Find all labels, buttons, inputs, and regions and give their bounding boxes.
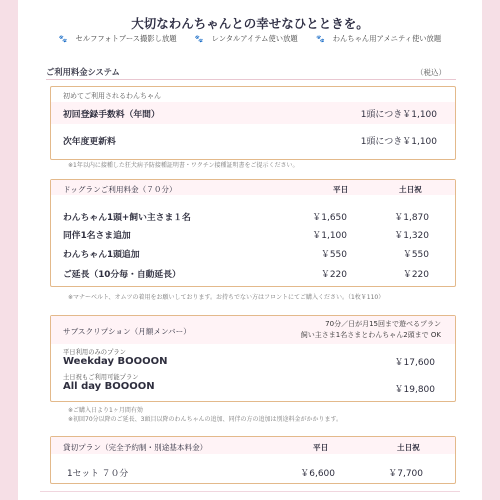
- plan-name: All day BOOOON: [63, 381, 155, 392]
- feature-item: [191, 34, 302, 43]
- registration-box: [50, 86, 456, 160]
- col-weekday: 平日: [333, 185, 349, 194]
- dogrun-row-holiday: ￥1,870: [394, 213, 429, 223]
- dogrun-row-holiday: ￥1,320: [394, 231, 429, 241]
- dogrun-row-weekday: ￥550: [320, 250, 347, 260]
- subscription-desc1: 70分／日が月15回まで遊べるプラン: [325, 320, 441, 328]
- subscription-desc2: 飼い主さま1名さまとわんちゃん2頭まで OK: [300, 331, 441, 339]
- charter-box: [50, 436, 456, 484]
- dogrun-row-holiday: ￥220: [402, 270, 429, 280]
- feature-item: [312, 34, 445, 43]
- paw-icon: 🐾: [316, 35, 325, 43]
- paw-icon: 🐾: [194, 35, 204, 43]
- dogrun-row-label: わんちゃん1頭追加: [63, 250, 140, 260]
- renewal-fee-label: 次年度更新料: [63, 137, 116, 147]
- dogrun-box: [50, 179, 456, 287]
- plan-caption: 土日祝もご利用可能プラン: [63, 374, 139, 381]
- plan-caption: 平日利用のみのプラン: [63, 349, 126, 356]
- subscription-note: ※初回70分以降のご延長、3頭目以降のわんちゃんの追加、同伴の方の追加は別途料金がかかります。: [68, 416, 343, 423]
- registration-note: ※1年以内に接種した狂犬病予防接種証明書・ワクチン接種証明書をご提示ください。: [68, 162, 299, 169]
- plan-name: Weekday BOOOON: [63, 356, 168, 367]
- dogrun-row-label: わんちゃん1頭+飼い主さま１名: [63, 213, 191, 223]
- section-heading: ご利用料金システム: [46, 67, 120, 77]
- dogrun-row-label: ご延長（10分毎・自動延長）: [63, 270, 181, 280]
- dogrun-header: ドッグランご利用料金（７０分）: [63, 185, 177, 194]
- tax-label: （税込）: [416, 68, 446, 77]
- col-holiday: 土日祝: [397, 443, 420, 452]
- dogrun-note: ※マナーベルト、オムツの着用をお願いしております。お持ちでない方はフロントにてご購入ください。（1枚￥110）: [68, 294, 385, 301]
- charter-header: 貸切プラン（完全予約制・別途基本料金）: [63, 443, 208, 452]
- dogrun-row-weekday: ￥220: [320, 270, 347, 280]
- charter-row-holiday: ￥7,700: [388, 469, 423, 479]
- col-weekday: 平日: [313, 443, 329, 452]
- divider: [46, 79, 456, 80]
- dogrun-row-label: 同伴1名さま追加: [63, 231, 131, 241]
- dogrun-row-weekday: ￥1,100: [312, 231, 347, 241]
- subscription-box: [50, 315, 456, 402]
- col-holiday: 土日祝: [399, 185, 422, 194]
- charter-row-weekday: ￥6,600: [300, 469, 335, 479]
- feature-list: [0, 34, 500, 44]
- page-title: 大切なわんちゃんとの幸せなひとときを。: [131, 16, 369, 31]
- renewal-fee-price: 1頭につき￥1,100: [360, 137, 437, 147]
- registration-fee-label: 初回登録手数料（年間）: [63, 110, 160, 120]
- registration-fee-price: 1頭につき￥1,100: [360, 110, 437, 120]
- subscription-note: ※ご購入日より1ヶ月間有効: [68, 407, 143, 414]
- paw-icon: 🐾: [58, 35, 68, 43]
- divider: [40, 491, 460, 492]
- dogrun-row-holiday: ￥550: [402, 250, 429, 260]
- charter-row-label: 1セット ７０分: [67, 469, 129, 479]
- feature-label: セルフフォトブース撮影し放題: [75, 34, 177, 43]
- feature-item: [55, 34, 181, 43]
- plan-price: ￥17,600: [394, 358, 435, 368]
- feature-label: レンタルアイテム使い放題: [211, 34, 298, 43]
- subscription-header: サブスクリプション（月額メンバー）: [63, 327, 191, 336]
- plan-price: ￥19,800: [394, 385, 435, 395]
- registration-caption: 初めてご利用されるわんちゃん: [63, 92, 161, 100]
- feature-label: わんちゃん用アメニティ使い放題: [332, 34, 442, 43]
- dogrun-row-weekday: ￥1,650: [312, 213, 347, 223]
